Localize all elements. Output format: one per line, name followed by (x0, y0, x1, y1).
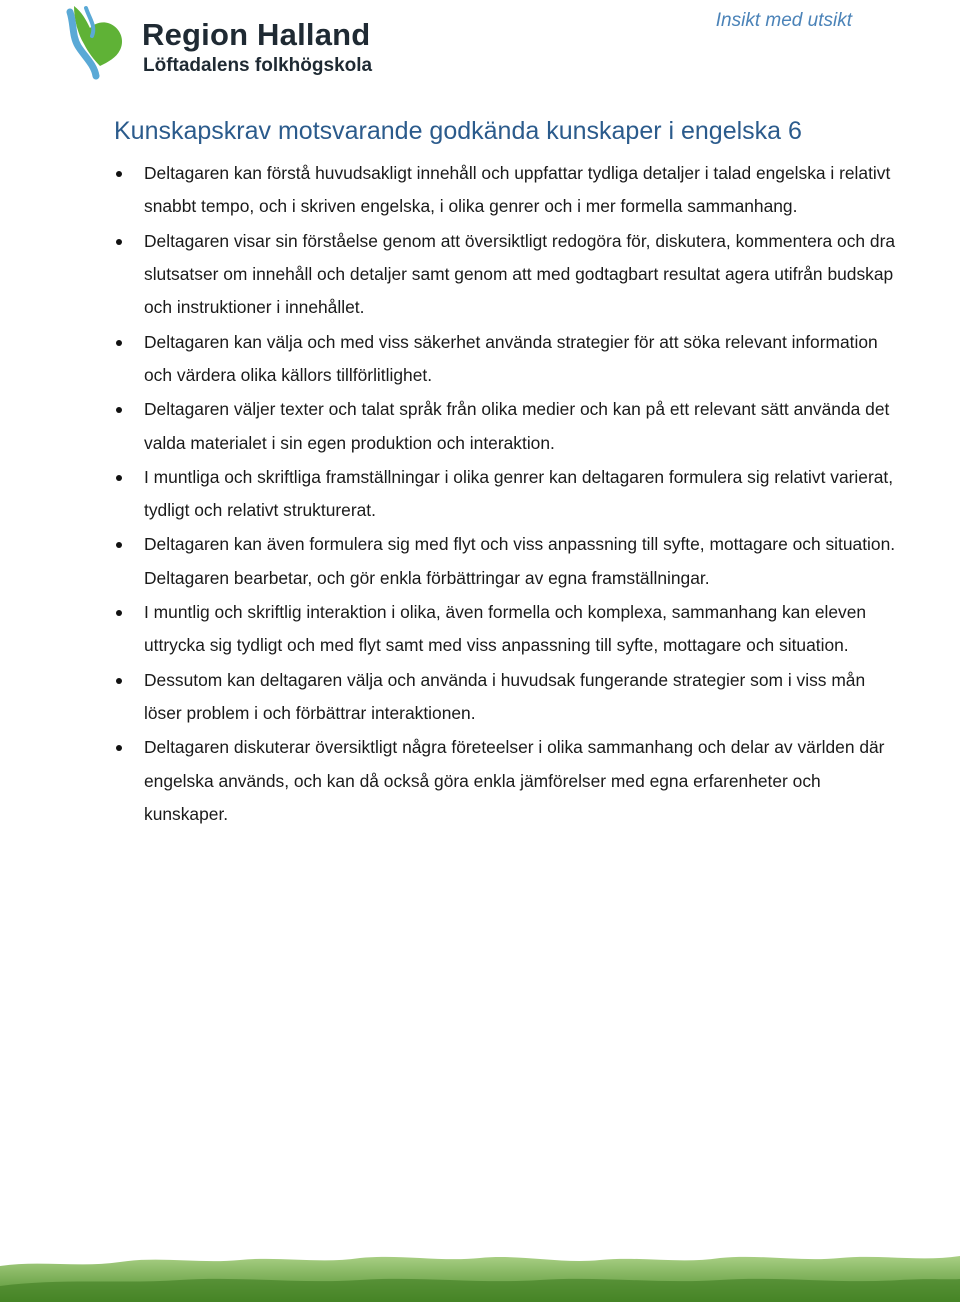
list-item (114, 731, 904, 831)
list-item (114, 664, 904, 731)
region-halland-logo (66, 2, 396, 80)
logo-subtitle: Löftadalens folkhögskola (143, 55, 373, 76)
list-item (114, 596, 904, 663)
list-item-text: Deltagaren väljer texter och talat språk från olika medier och kan på ett relevant sätt använda det valda materialet i sin egen produktion och interaktion. (144, 399, 890, 453)
list-item (114, 461, 904, 528)
list-item-text: Deltagaren kan välja och med viss säkerhet använda strategier för att söka relevant information och värdera olika källors tillförlitlighet. (144, 331, 878, 386)
bullet-icon (116, 542, 122, 548)
bullet-icon (116, 171, 122, 177)
list-item-text: I muntliga och skriftliga framställningar i olika genrer kan deltagaren formulera sig relativt varierat, tydligt och relativt strukturerat. (144, 466, 894, 521)
tagline: Insikt med utsikt (715, 10, 852, 31)
bullet-icon (116, 678, 122, 684)
bullet-icon (116, 239, 122, 245)
list-item (114, 528, 904, 595)
list-item-text: Deltagaren diskuterar översiktligt några företeelser i olika sammanhang och delar av världen där engelska används, och kan då också göra enkla jämförelser med egna erfarenheter och kunskaper. (144, 737, 885, 825)
list-item-text: I muntlig och skriftlig interaktion i olika, även formella och komplexa, sammanhang kan eleven uttrycka sig tydligt och med flyt samt med viss anpassning till syfte, mottagare och situation. (144, 602, 867, 656)
bullet-icon (116, 745, 122, 751)
list-item (114, 225, 904, 325)
logo-title: Region Halland (142, 17, 371, 52)
list-item (114, 393, 904, 460)
list-item-text: Dessutom kan deltagaren välja och använda i huvudsak fungerande strategier som i viss mån löser problem i och förbättrar interaktionen. (144, 669, 866, 724)
bullet-icon (116, 340, 122, 346)
page-heading: Kunskapskrav motsvarande godkända kunskaper i engelska 6 (114, 117, 802, 145)
list-item-text: Deltagaren kan förstå huvudsakligt innehåll och uppfattar tydliga detaljer i talad engelska i relativt snabbt tempo, och i skriven engelska, i olika genrer och i mer formella sammanhang. (144, 163, 891, 217)
list-item (114, 157, 904, 224)
bullet-icon (116, 610, 122, 616)
list-item (114, 326, 904, 393)
bullet-icon (116, 475, 122, 481)
criteria-list (114, 157, 904, 832)
grass-strip-decoration (0, 1234, 960, 1302)
region-halland-map-icon (66, 2, 138, 80)
list-item-text: Deltagaren visar sin förståelse genom att översiktligt redogöra för, diskutera, kommentera och dra slutsatser om innehåll och detaljer samt genom att med godtagbart resultat agera utifrån budskap och instruktioner i innehållet. (144, 230, 896, 318)
list-item-text: Deltagaren kan även formulera sig med flyt och viss anpassning till syfte, mottagare och situation. Deltagaren bearbetar, och gör enkla förbättringar av egna framställningar. (144, 534, 896, 588)
bullet-icon (116, 407, 122, 413)
